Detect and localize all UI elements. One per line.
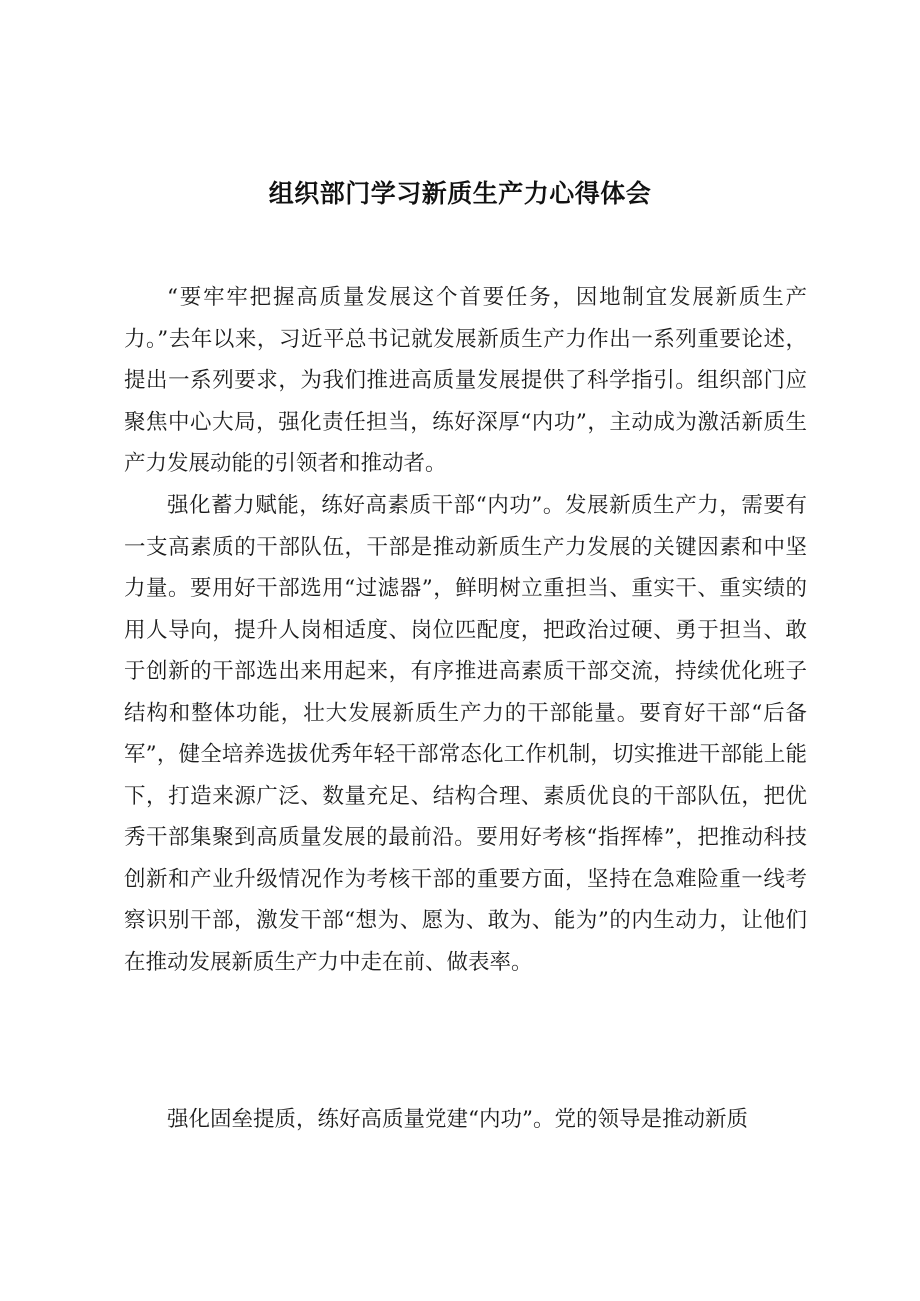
paragraph-cadre-quality: 强化蓄力赋能，练好高素质干部“内功”。发展新质生产力，需要有一支高素质的干部队伍，干部是推动新质生产力发展的关键因素和中坚力量。要用好干部选用“过滤器”，鲜明树立重担当、重实干、重实绩的用人导向，提升人岗相适度、岗位匹配度，把政治过硬、勇于担当、敢于创新的干部选出来用起来，有序推进高素质干部交流，持续优化班子结构和整体功能，壮大发展新质生产力的干部能量。要育好干部“后备军”，健全培养选拔优秀年轻干部常态化工作机制，切实推进干部能上能下，打造来源广泛、数量充足、结构合理、素质优良的干部队伍，把优秀干部集聚到高质量发展的最前沿。要用好考核“指挥棒”，把推动科技创新和产业升级情况作为考核干部的重要方面，坚持在急难险重一线考察识别干部，激发干部“想为、愿为、敢为、能为”的内生动力，让他们在推动发展新质生产力中走在前、做表率。 xyxy=(124,493,807,975)
document-title: 组织部门学习新质生产力心得体会 xyxy=(268,179,652,208)
paragraph-intro: “要牢牢把握高质量发展这个首要任务，因地制宜发展新质生产力。”去年以来，习近平总书记就发展新质生产力作出一系列重要论述，提出一系列要求，为我们推进高质量发展提供了科学指引。组织部门应聚焦中心大局，强化责任担当，练好深厚“内功”，主动成为激活新质生产力发展动能的引领者和推动者。 xyxy=(124,285,807,476)
paragraph-party-building: 强化固垒提质，练好高质量党建“内功”。党的领导是推动新质 xyxy=(167,1107,748,1132)
